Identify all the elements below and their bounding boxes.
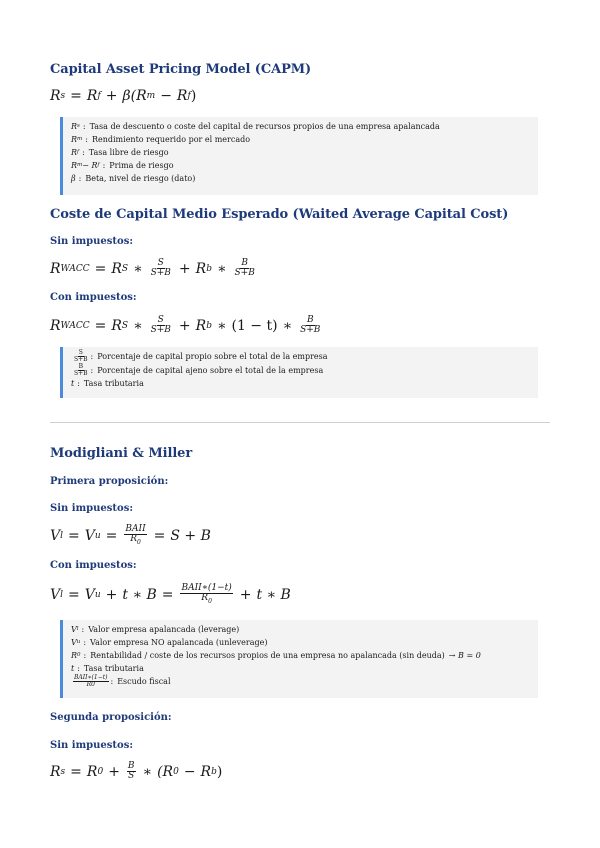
wacc-sin-label: Sin impuestos: [50, 236, 134, 247]
legend-row: V l : Valor empresa apalancada (leverage) [71, 625, 240, 634]
mm-title: Modigliani & Miller [50, 446, 193, 461]
legend-row: R m : Rendimiento requerido por el mercado [71, 135, 251, 144]
legend-row: R m − R f : Prima de riesgo [71, 161, 174, 170]
mm-p1-formula-sin: V l = V u = $\frac{\text{BAII}}{R_0}$ = S + B [50, 524, 211, 547]
wacc-formula-sin: R WACC = R S ∗ $\frac{S}{S+B}$ + R b ∗ $\frac{B}{S+B}$ [50, 258, 255, 279]
legend-row: t : Tasa tributaria [71, 664, 144, 673]
mm-sin-label-2: Sin impuestos: [50, 740, 134, 751]
mm-p1-formula-con: V l = V u + t ∗ B = $\frac{\text{BAII∗(1−t)}}{R_0}$ + t ∗ B [50, 583, 291, 606]
mm-sin-label-1: Sin impuestos: [50, 503, 134, 514]
wacc-legend [60, 347, 538, 398]
mm-p2-formula-sin: R s = R 0 + $\frac{B}{S}$ ∗ (R 0 − R b ) [50, 761, 223, 782]
mm-legend [60, 620, 538, 698]
mm-con-label-1: Con impuestos: [50, 560, 137, 571]
section-divider [50, 422, 550, 423]
capm-legend [60, 117, 538, 195]
wacc-con-label: Con impuestos: [50, 292, 137, 303]
legend-row: R 0 : Rentabilidad / coste de los recursos propios de una empresa no apalancada (sin deuda) → B = 0 [71, 651, 481, 660]
legend-row: β : Beta, nivel de riesgo (dato) [71, 174, 196, 183]
legend-row: $\frac{\text{BAII∗(1−t)}}{R0}$ : Escudo fiscal [74, 674, 171, 689]
legend-row: V u : Valor empresa NO apalancada (unleverage) [71, 638, 268, 647]
mm-segunda-label: Segunda proposición: [50, 712, 172, 723]
wacc-formula-con: R WACC = R S ∗ $\frac{S}{S+B}$ + R b ∗ (1 − t) ∗ $\frac{B}{S+B}$ [50, 315, 321, 336]
legend-row: R f : Tasa libre de riesgo [71, 148, 169, 157]
legend-row: $\frac{B}{S+B}$ : Porcentaje de capital ajeno sobre el total de la empresa [74, 362, 324, 377]
mm-primera-label: Primera proposición: [50, 476, 169, 487]
capm-formula: R s = R f + β(R m − R f ) [50, 88, 197, 104]
legend-row: t : Tasa tributaria [71, 379, 144, 389]
wacc-title: Coste de Capital Medio Esperado (Waited Average Capital Cost) [50, 207, 509, 222]
capm-title: Capital Asset Pricing Model (CAPM) [50, 62, 312, 77]
legend-row: $\frac{S}{S+B}$ : Porcentaje de capital propio sobre el total de la empresa [74, 349, 328, 364]
legend-row: R s : Tasa de descuento o coste del capital de recursos propios de una empresa apalancada [71, 122, 440, 131]
